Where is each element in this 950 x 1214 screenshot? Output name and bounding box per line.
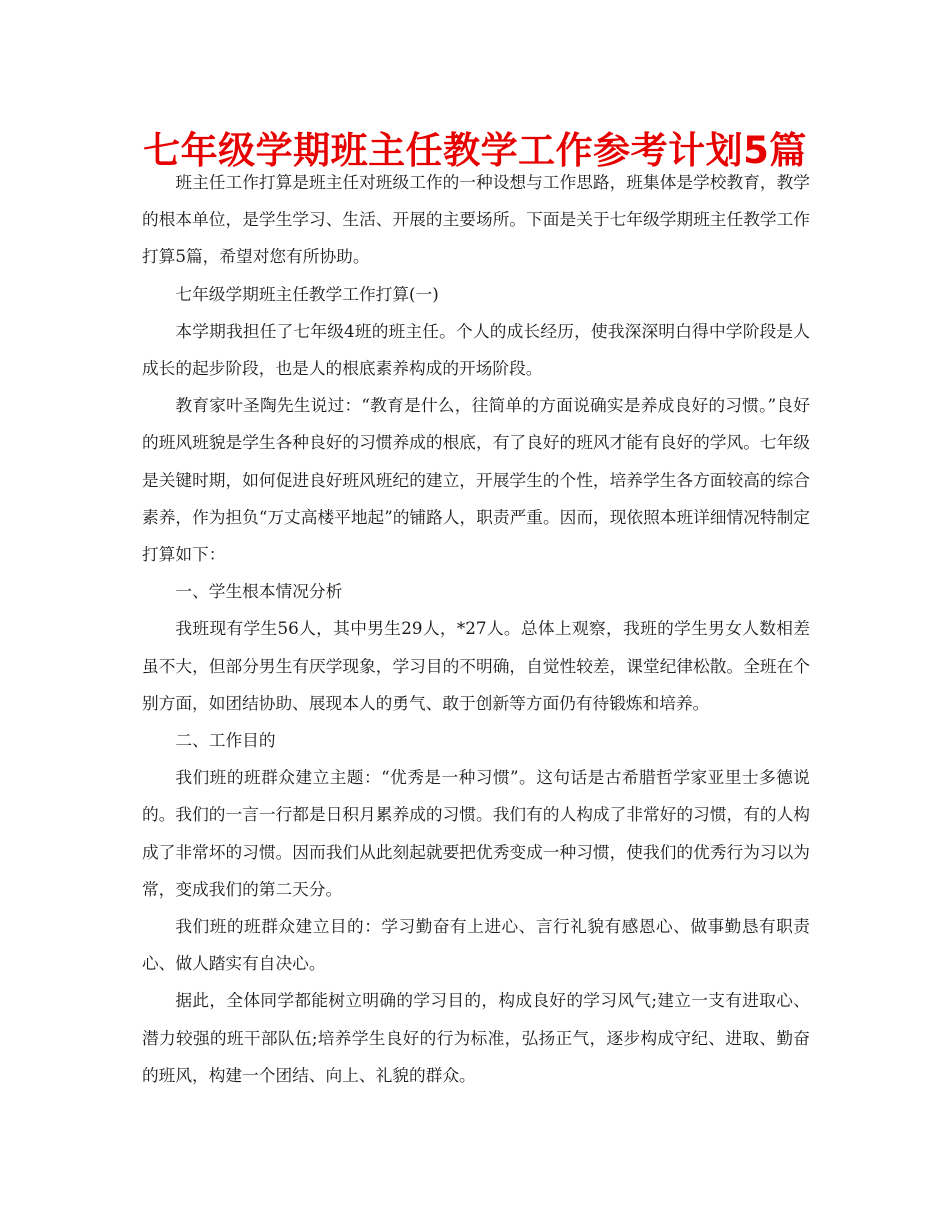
- paragraph-intro: 班主任工作打算是班主任对班级工作的一种设想与工作思路，班集体是学校教育，教学的根本单位，是学生学习、生活、开展的主要场所。下面是关于七年级学期班主任教学工作打算5篇，希望对您有所协助。: [142, 172, 810, 267]
- paragraph: 本学期我担任了七年级4班的班主任。个人的成长经历，使我深深明白得中学阶段是人成长的起步阶段，也是人的根底素养构成的开场阶段。: [142, 320, 810, 379]
- paragraph: 我班现有学生56人，其中男生29人，*27人。总体上观察，我班的学生男女人数相差虽不大，但部分男生有厌学现象，学习目的不明确，自觉性较差，课堂纪律松散。全班在个别方面，如团结协助、展现本人的勇气、敢于创新等方面仍有待锻炼和培养。: [142, 618, 810, 713]
- paragraph: 我们班的班群众建立主题：“优秀是一种习惯”。这句话是古希腊哲学家亚里士多德说的。我们的一言一行都是日积月累养成的习惯。我们有的人构成了非常好的习惯，有的人构成了非常坏的习惯。因而我们从此刻起就要把优秀变成一种习惯，使我们的优秀行为习以为常，变成我们的第二天分。: [142, 767, 810, 899]
- paragraph-heading-work-goals: 二、工作目的: [175, 730, 276, 751]
- paragraph: 据此，全体同学都能树立明确的学习目的，构成良好的学习风气;建立一支有进取心、潜力较强的班干部队伍;培养学生良好的行为标准，弘扬正气，逐步构成守纪、进取、勤奋的班风，构建一个团结、向上、礼貌的群众。: [142, 990, 810, 1085]
- document-title: 七年级学期班主任教学工作参考计划5篇: [143, 129, 807, 172]
- document-body: [142, 164, 810, 1094]
- paragraph: 我们班的班群众建立目的：学习勤奋有上进心、言行礼貌有感恩心、做事勤恳有职责心、做人踏实有自决心。: [142, 916, 810, 974]
- paragraph-section-heading: 七年级学期班主任教学工作打算(一): [175, 283, 439, 304]
- paragraph-heading-student-analysis: 一、学生根本情况分析: [175, 581, 343, 602]
- paragraph: 教育家叶圣陶先生说过：“教育是什么，往简单的方面说确实是养成良好的习惯。”良好的班风班貌是学生各种良好的习惯养成的根底，有了良好的班风才能有良好的学风。七年级是关键时期，如何促进良好班风班纪的建立，开展学生的个性，培养学生各方面较高的综合素养，作为担负“万丈高楼平地起”的铺路人，职责严重。因而，现依照本班详细情况特制定打算如下：: [142, 395, 810, 565]
